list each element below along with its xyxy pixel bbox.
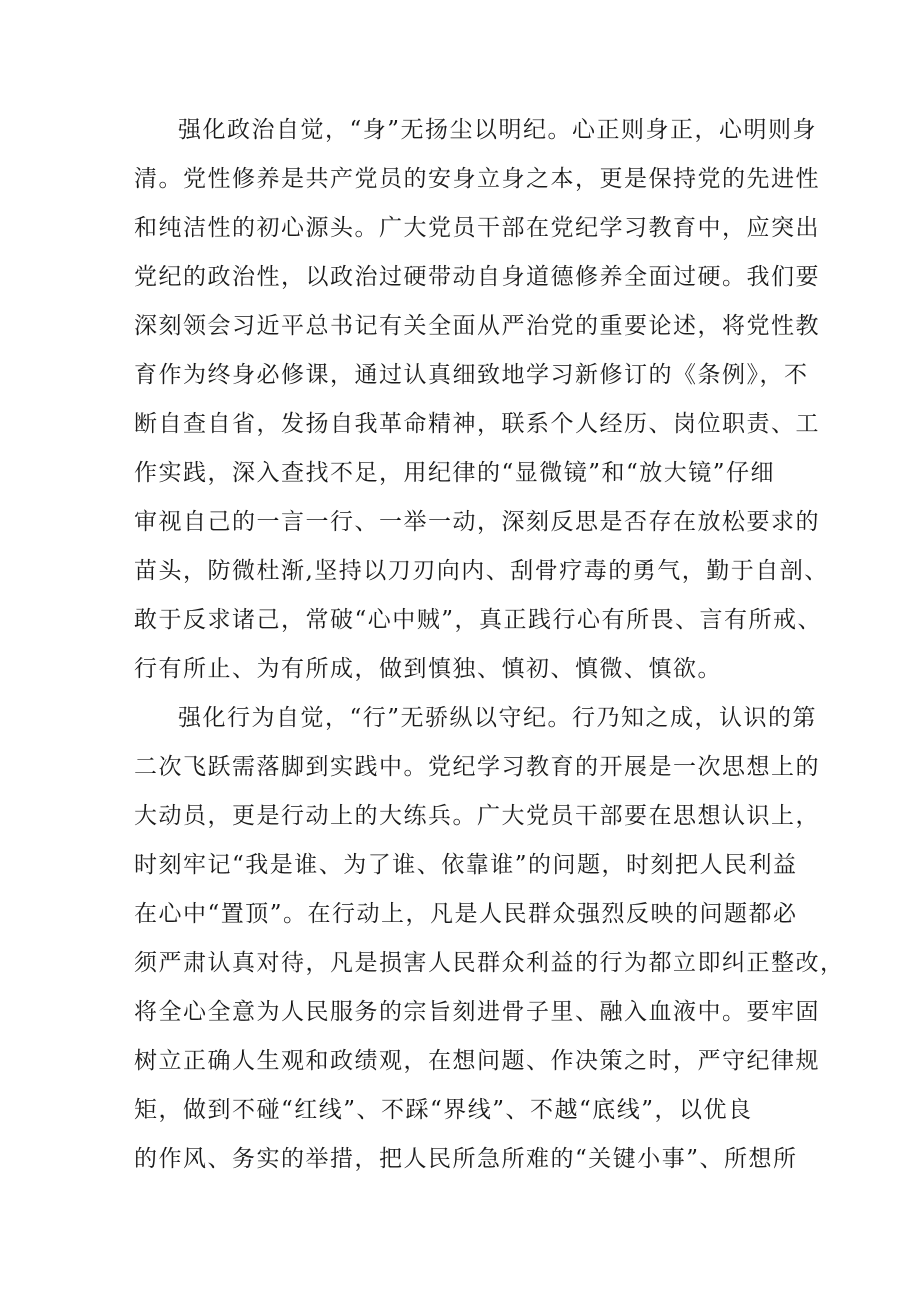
text-line: 在心中“置顶”。在行动上，凡是人民群众强烈反映的问题都必 bbox=[134, 901, 798, 927]
paragraph-political-awareness bbox=[134, 106, 829, 694]
text-line: 行有所止、为有所成，做到慎独、慎初、慎微、慎欲。 bbox=[134, 656, 722, 682]
text-line: 矩，做到不碰“红线”、不踩“界线”、不越“底线”，以优良 bbox=[134, 1097, 753, 1123]
text-line: 的作风、务实的举措，把人民所急所难的“关键小事”、所想所 bbox=[134, 1146, 798, 1172]
text-line: 育作为终身必修课，通过认真细致地学习新修订的《条例》，不 bbox=[134, 362, 809, 388]
text-line: 强化行为自觉，“行”无骄纵以守纪。行乃知之成，认识的第 bbox=[178, 705, 818, 731]
text-line: 党纪的政治性，以政治过硬带动自身道德修养全面过硬。我们要 bbox=[134, 264, 820, 290]
text-line: 须严肃认真对待，凡是损害人民群众利益的行为都立即纠正整改， bbox=[134, 950, 845, 976]
text-line: 苗头，防微杜渐,坚持以刀刃向内、刮骨疗毒的勇气，勤于自剖、 bbox=[134, 558, 829, 584]
text-line: 大动员，更是行动上的大练兵。广大党员干部要在思想认识上， bbox=[134, 803, 820, 829]
text-line: 断自查自省，发扬自我革命精神，联系个人经历、岗位职责、工 bbox=[134, 411, 820, 437]
text-line: 二次飞跃需落脚到实践中。党纪学习教育的开展是一次思想上的 bbox=[134, 754, 820, 780]
text-line: 清。党性修养是共产党员的安身立身之本，更是保持党的先进性 bbox=[134, 166, 820, 192]
text-line: 敢于反求诸己，常破“心中贼”，真正践行心有所畏、言有所戒、 bbox=[134, 607, 823, 633]
text-line: 深刻领会习近平总书记有关全面从严治党的重要论述，将党性教 bbox=[134, 313, 820, 339]
text-line: 时刻牢记“我是谁、为了谁、依靠谁”的问题，时刻把人民利益 bbox=[134, 852, 798, 878]
text-line: 和纯洁性的初心源头。广大党员干部在党纪学习教育中，应突出 bbox=[134, 215, 820, 241]
paragraph-behavioral-awareness bbox=[134, 694, 845, 1184]
text-line: 强化政治自觉，“身”无扬尘以明纪。心正则身正，心明则身 bbox=[178, 117, 818, 143]
text-line: 树立正确人生观和政绩观，在想问题、作决策之时，严守纪律规 bbox=[134, 1048, 820, 1074]
text-line: 作实践，深入查找不足，用纪律的“显微镜”和“放大镜”仔细 bbox=[134, 460, 776, 486]
text-line: 审视自己的一言一行、一举一动，深刻反思是否存在放松要求的 bbox=[134, 509, 820, 535]
text-line: 将全心全意为人民服务的宗旨刻进骨子里、融入血液中。要牢固 bbox=[134, 999, 820, 1025]
